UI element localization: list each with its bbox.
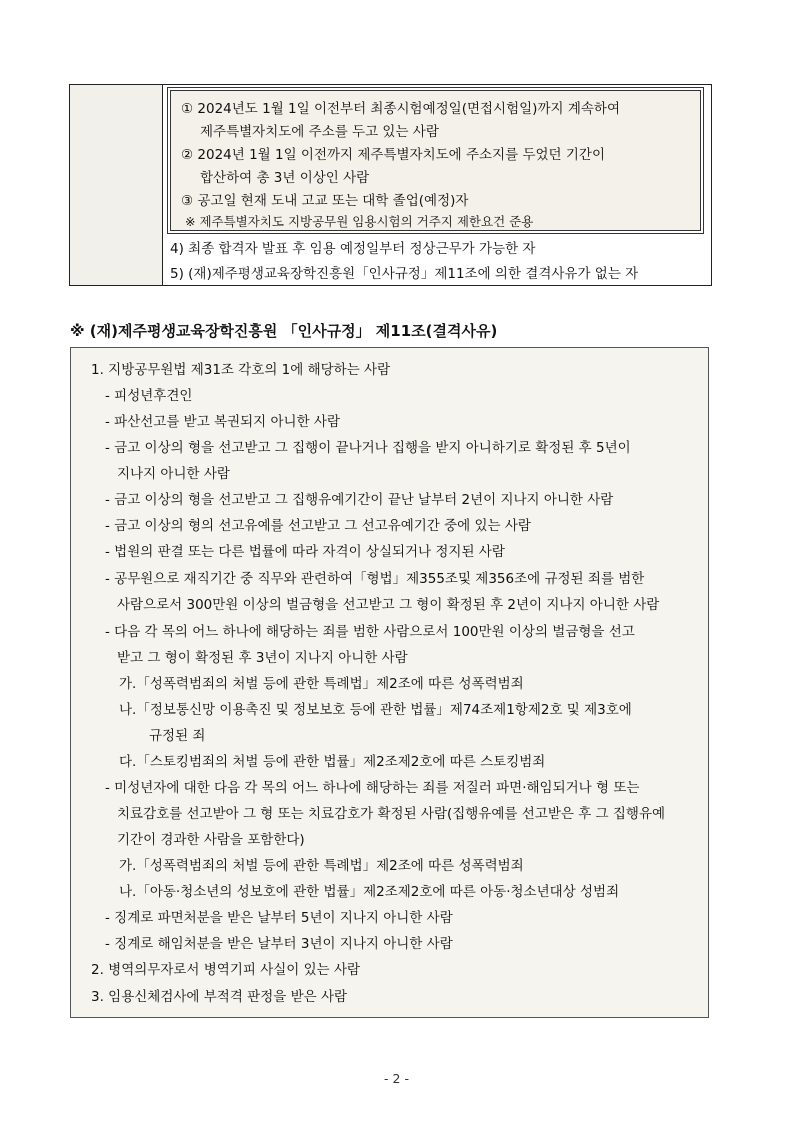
list-item: 치료감호를 선고받아 그 형 또는 치료감호가 확정된 사람(집행유예를 선고받은 후 그 집행유예	[117, 806, 666, 822]
list-item: 받고 그 형이 확정된 후 3년이 지나지 아니한 사람	[117, 650, 408, 666]
condition-line: ② 2024년 1월 1일 이전까지 제주특별자치도에 주소지를 두었던 기간이	[181, 147, 605, 163]
list-item: - 징계로 파면처분을 받은 날부터 5년이 지나지 아니한 사람	[105, 910, 453, 926]
list-item: - 금고 이상의 형을 선고받고 그 집행유예기간이 끝난 날부터 2년이 지나지 아니한 사람	[105, 492, 614, 508]
list-item: 다.「스토킹범죄의 처벌 등에 관한 법률」제2조제2호에 따른 스토킹범죄	[119, 754, 546, 770]
condition-line: ③ 공고일 현재 도내 고교 또는 대학 졸업(예정)자	[181, 193, 469, 209]
condition-note: ※ 제주특별자치도 지방공무원 임용시험의 거주지 제한요건 준용	[185, 214, 534, 229]
list-item: - 금고 이상의 형을 선고받고 그 집행이 끝나거나 집행을 받지 아니하기로 확정된 후 5년이	[105, 440, 631, 456]
list-item: 사람으로서 300만원 이상의 벌금형을 선고받고 그 형이 확정된 후 2년이 지나지 아니한 사람	[117, 597, 660, 613]
list-item: 3. 임용신체검사에 부적격 판정을 받은 사람	[91, 989, 348, 1005]
list-item: - 피성년후견인	[105, 388, 193, 404]
list-item: 가.「성폭력범죄의 처벌 등에 관한 특례법」제2조에 따른 성폭력범죄	[119, 858, 524, 874]
table-label-cell	[70, 85, 163, 285]
list-item: 2. 병역의무자로서 병역기피 사실이 있는 사람	[91, 962, 361, 978]
list-item: - 다음 각 목의 어느 하나에 해당하는 죄를 범한 사람으로서 100만원 이상의 벌금형을 선고	[105, 624, 635, 640]
list-item: - 금고 이상의 형의 선고유예를 선고받고 그 선고유예기간 중에 있는 사람	[105, 518, 531, 534]
list-item: - 공무원으로 재직기간 중 직무와 관련하여「형법」제355조및 제356조에 규정된 죄를 범한	[105, 571, 645, 587]
condition-line: ① 2024년도 1월 1일 이전부터 최종시험예정일(면접시험일)까지 계속하여	[181, 101, 620, 117]
residency-conditions-box	[170, 90, 701, 231]
requirements-table	[69, 84, 712, 286]
list-item: 나.「정보통신망 이용촉진 및 정보보호 등에 관한 법률」제74조제1항제2호 및 제3호에	[119, 702, 632, 718]
disqualification-box	[70, 347, 709, 1018]
list-item: - 미성년자에 대한 다음 각 목의 어느 하나에 해당하는 죄를 저질러 파면·해임되거나 형 또는	[105, 780, 640, 796]
list-item: 규정된 죄	[149, 728, 206, 744]
condition-line: 제주특별자치도에 주소를 두고 있는 사람	[200, 124, 439, 140]
list-item: 1. 지방공무원법 제31조 각호의 1에 해당하는 사람	[91, 362, 391, 378]
requirement-item: 4) 최종 합격자 발표 후 임용 예정일부터 정상근무가 가능한 자	[170, 241, 536, 257]
list-item: - 법원의 판결 또는 다른 법률에 따라 자격이 상실되거나 정지된 사람	[105, 544, 505, 560]
requirement-item: 5) (재)제주평생교육장학진흥원「인사규정」제11조에 의한 결격사유가 없는 자	[170, 266, 639, 282]
list-item: - 파산선고를 받고 복권되지 아니한 사람	[105, 414, 340, 430]
list-item: 기간이 경과한 사람을 포함한다)	[117, 832, 305, 848]
section-heading: ※ (재)제주평생교육장학진흥원 「인사규정」 제11조(결격사유)	[70, 322, 498, 340]
list-item: - 징계로 해임처분을 받은 날부터 3년이 지나지 아니한 사람	[105, 936, 453, 952]
list-item: 가.「성폭력범죄의 처벌 등에 관한 특례법」제2조에 따른 성폭력범죄	[119, 676, 524, 692]
condition-line: 합산하여 총 3년 이상인 사람	[200, 170, 370, 186]
list-item: 나.「아동·청소년의 성보호에 관한 법률」제2조제2호에 따른 아동·청소년대상 성범죄	[119, 884, 620, 900]
list-item: 지나지 아니한 사람	[117, 466, 230, 482]
page-number: - 2 -	[384, 1071, 409, 1086]
